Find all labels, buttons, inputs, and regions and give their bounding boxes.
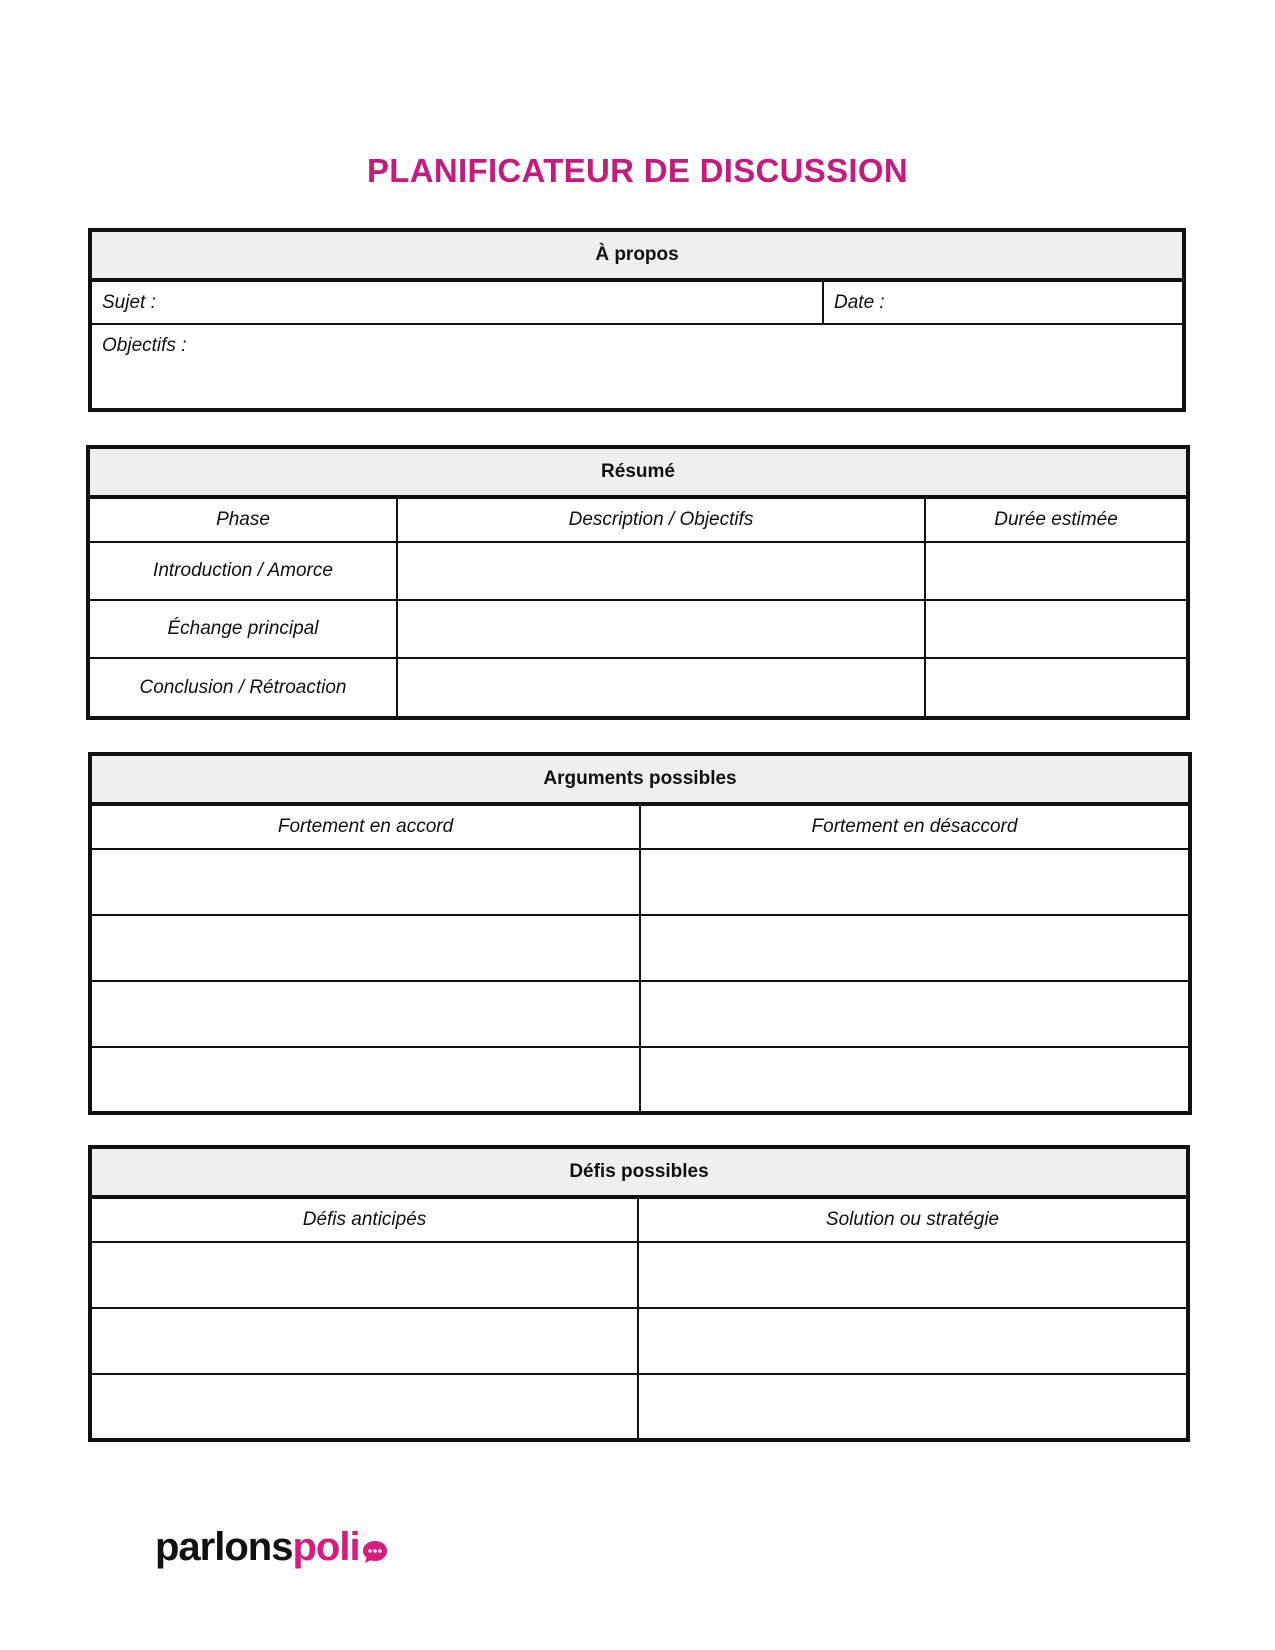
- objectives-field[interactable]: [90, 324, 1184, 410]
- about-table: [88, 228, 1186, 412]
- challenges-header: Défis possibles: [90, 1147, 1188, 1197]
- arguments-header: Arguments possibles: [90, 754, 1190, 804]
- disagree-cell[interactable]: [640, 981, 1190, 1047]
- agree-cell[interactable]: [90, 1047, 640, 1113]
- challenge-cell[interactable]: [90, 1374, 638, 1440]
- summary-description-cell[interactable]: [397, 658, 925, 718]
- table-row: [90, 915, 1190, 981]
- page-title: PLANIFICATEUR DE DISCUSSION: [366, 152, 908, 189]
- summary-col-phase: Phase: [88, 497, 397, 542]
- agree-cell[interactable]: [90, 981, 640, 1047]
- challenges-col-anticipated: Défis anticipés: [90, 1197, 638, 1242]
- agree-cell[interactable]: [90, 915, 640, 981]
- brand-logo: [155, 1522, 388, 1572]
- objectives-label: Objectifs :: [102, 335, 187, 356]
- arguments-col-agree: Fortement en accord: [90, 804, 640, 849]
- logo-text-poli: poli: [292, 1525, 360, 1569]
- table-row: [90, 981, 1190, 1047]
- summary-duration-cell[interactable]: [925, 542, 1188, 600]
- table-row: [88, 542, 1188, 600]
- summary-row-label: Introduction / Amorce: [88, 542, 397, 600]
- summary-row-label: Échange principal: [88, 600, 397, 658]
- table-row: [90, 849, 1190, 915]
- disagree-cell[interactable]: [640, 915, 1190, 981]
- summary-table: [86, 445, 1190, 720]
- date-label: Date :: [834, 292, 885, 313]
- disagree-cell[interactable]: [640, 1047, 1190, 1113]
- challenge-cell[interactable]: [90, 1242, 638, 1308]
- table-row: [88, 600, 1188, 658]
- table-row: [88, 658, 1188, 718]
- solution-cell[interactable]: [638, 1308, 1188, 1374]
- subject-label: Sujet :: [102, 292, 156, 313]
- agree-cell[interactable]: [90, 849, 640, 915]
- chat-bubble-icon: [362, 1526, 388, 1576]
- arguments-table: [88, 752, 1192, 1115]
- solution-cell[interactable]: [638, 1374, 1188, 1440]
- table-row: [90, 1242, 1188, 1308]
- summary-col-duration: Durée estimée: [925, 497, 1188, 542]
- summary-header: Résumé: [88, 447, 1188, 497]
- logo-text-parlons: parlons: [155, 1525, 293, 1569]
- solution-cell[interactable]: [638, 1242, 1188, 1308]
- table-row: [90, 1374, 1188, 1440]
- summary-col-description: Description / Objectifs: [397, 497, 925, 542]
- challenge-cell[interactable]: [90, 1308, 638, 1374]
- summary-duration-cell[interactable]: [925, 658, 1188, 718]
- subject-field[interactable]: [90, 280, 823, 324]
- arguments-col-disagree: Fortement en désaccord: [640, 804, 1190, 849]
- summary-duration-cell[interactable]: [925, 600, 1188, 658]
- table-row: [90, 1047, 1190, 1113]
- date-field[interactable]: [823, 280, 1184, 324]
- disagree-cell[interactable]: [640, 849, 1190, 915]
- challenges-table: [88, 1145, 1190, 1442]
- summary-description-cell[interactable]: [397, 600, 925, 658]
- challenges-col-solution: Solution ou stratégie: [638, 1197, 1188, 1242]
- table-row: [90, 1308, 1188, 1374]
- summary-row-label: Conclusion / Rétroaction: [88, 658, 397, 718]
- about-header: À propos: [90, 230, 1184, 280]
- summary-description-cell[interactable]: [397, 542, 925, 600]
